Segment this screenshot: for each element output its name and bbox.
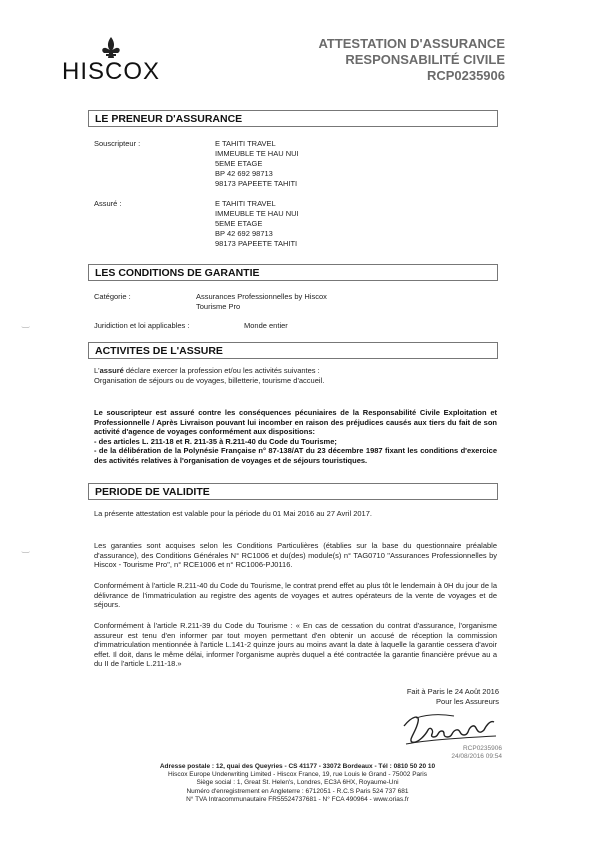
- categorie-value: Assurances Professionnelles by Hiscox Tourisme Pro: [196, 292, 327, 311]
- effect-paragraph: Conformément à l'article R.211-40 du Code du Tourisme, le contrat prend effet au plus tôt le lendemain à 0H du jour de la délivrance de l'immatriculation au registre des agents de voyages et autres opérateurs de la vente de voyages et de séjours.: [94, 581, 497, 609]
- validity-period: La présente attestation est valable pour la période du 01 Mai 2016 au 27 Avril 2017.: [94, 509, 372, 518]
- section-preneur: LE PRENEUR D'ASSURANCE: [88, 110, 498, 127]
- souscripteur-address: E TAHITI TRAVEL IMMEUBLE TE HAU NUI 5EME ETAGE BP 42 692 98713 98173 PAPEETE TAHITI: [215, 139, 299, 188]
- souscripteur-label: Souscripteur :: [94, 139, 141, 148]
- title-line-2: RESPONSABILITÉ CIVILE: [345, 52, 505, 67]
- signature-place-date: Fait à Paris le 24 Août 2016 Pour les Assureurs: [406, 687, 499, 706]
- coverage-statement: Le souscripteur est assuré contre les conséquences pécuniaires de la Responsabilité Civile Exploitation et Professionnelle / Après Livraison pouvant lui incomber en raison des préjudices causés aux tiers du fait de son activité d'agence de voyages conformément aux dispositions: - des articles L. 211-18 et R. 211-35 à R.211-40 du Code du Tourisme; - de la délibération de la Polynésie Française n° 87-138/AT du 23 décembre 1987 fixant les conditions d'exercice des activités relatives à l'organisation de voyages et de séjours touristiques.: [94, 408, 497, 465]
- signature-icon: [398, 708, 502, 748]
- margin-mark: ‿: [22, 318, 30, 328]
- categorie-label: Catégorie :: [94, 292, 131, 301]
- footer-postal-address: Adresse postale : 12, quai des Queyries - CS 41177 - 33072 Bordeaux - Tél : 0810 50 20 10: [159, 763, 436, 770]
- assure-label: Assuré :: [94, 199, 122, 208]
- section-periode: PERIODE DE VALIDITE: [88, 483, 498, 500]
- footer: [100, 763, 495, 804]
- hiscox-logo: HISCOX: [62, 58, 161, 85]
- activites-intro: L'assuré déclare exercer la profession et/ou les activités suivantes : Organisation de séjours ou de voyages, billetterie, tourisme d'accueil.: [94, 366, 325, 385]
- document-stamp: RCP0235906 24/08/2016 09:54: [451, 745, 502, 760]
- title-line-1: ATTESTATION D'ASSURANCE: [318, 36, 505, 51]
- document-header: [318, 36, 505, 84]
- reference-number: RCP0235906: [426, 68, 505, 83]
- footer-vat: N° TVA Intracommunautaire FR55524737681 - N° FCA 490964 - www.orias.fr: [186, 795, 409, 803]
- section-activites: ACTIVITES DE L'ASSURE: [88, 342, 498, 359]
- conditions-paragraph: Les garanties sont acquises selon les Conditions Particulières (établies sur la base du questionnaire préalable d'assurance), des Conditions Générales N° RC1006 et du(des) module(s) n° TAG0710 "Assurances Professionnelles by Hiscox - Tourisme Pro", n° RCE1006 et n° RC1006-PJ0116.: [94, 541, 497, 569]
- footer-company: Hiscox Europe Underwriting Limited - Hiscox France, 19, rue Louis le Grand - 75002 Paris: [167, 771, 428, 779]
- cessation-paragraph: Conformément à l'article R.211-39 du Code du Tourisme : « En cas de cessation du contrat d'assurance, l'organisme assureur est tenu d'en informer par tout moyen permettant d'en obtenir un accusé de réception la commission d'immatriculation mentionnée à l'article L.141-2 quinze jours au moins avant la date à laquelle la garantie cessera d'avoir effet. Il doit, dans le même délai, informer l'organisme auprès duquel a été contractée la garantie financière prévue au a du II de l'article L.211-18.»: [94, 621, 497, 668]
- juridiction-label: Juridiction et loi applicables :: [94, 321, 190, 330]
- section-conditions: LES CONDITIONS DE GARANTIE: [88, 264, 498, 281]
- footer-head-office: Siège social : 1, Great St. Helen's, Londres, EC3A 6HX, Royaume-Uni: [196, 779, 399, 787]
- margin-mark: ‿: [22, 543, 30, 553]
- juridiction-value: Monde entier: [244, 321, 288, 330]
- assure-address: E TAHITI TRAVEL IMMEUBLE TE HAU NUI 5EME ETAGE BP 42 692 98713 98173 PAPEETE TAHITI: [215, 199, 299, 248]
- footer-registration: Numéro d'enregistrement en Angleterre : 6712051 - R.C.S Paris 524 737 681: [186, 787, 409, 795]
